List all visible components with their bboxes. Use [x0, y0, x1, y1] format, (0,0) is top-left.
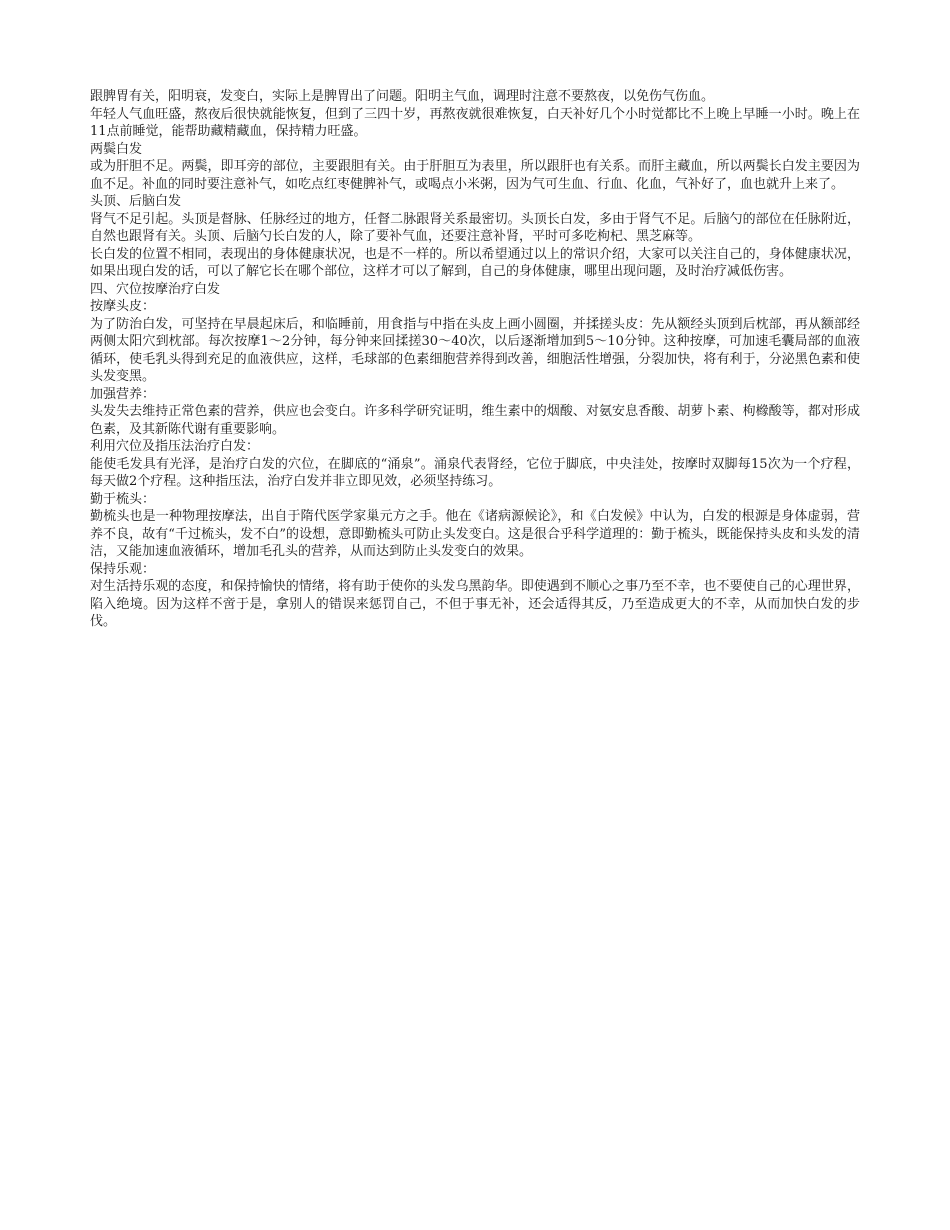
paragraph: 年轻人气血旺盛，熬夜后很快就能恢复，但到了三四十岁，再熬夜就很难恢复，白天补好几个小时觉都比不上晚上早睡一小时。晚上在11点前睡觉，能帮助藏精藏血，保持精力旺盛。	[90, 106, 860, 139]
subsection-heading: 加强营养：	[90, 386, 156, 402]
paragraph: 或为肝胆不足。两鬓，即耳旁的部位，主要跟胆有关。由于肝胆互为表里，所以跟肝也有关系。而肝主藏血，所以两鬓长白发主要因为血不足。补血的同时要注意补气，如吃点红枣健脾补气，或喝点小米粥，因为气可生血、行血、化血，气补好了，血也就升上来了。	[90, 159, 860, 192]
paragraph: 能使毛发具有光泽，是治疗白发的穴位，在脚底的“涌泉”。涌泉代表肾经，它位于脚底，中央洼处，按摩时双脚每15次为一个疗程，每天做2个疗程。这种指压法，治疗白发并非立即见效，必须坚持练习。	[90, 456, 860, 489]
paragraph: 头发失去维持正常色素的营养，供应也会变白。许多科学研究证明，维生素中的烟酸、对氨安息香酸、胡萝卜素、枸橼酸等，都对形成色素，及其新陈代谢有重要影响。	[90, 404, 860, 437]
section-heading: 两鬓白发	[90, 141, 143, 157]
document-body	[90, 88, 860, 631]
paragraph: 为了防治白发，可坚持在早晨起床后，和临睡前，用食指与中指在头皮上画小圆圈，并揉搓头皮：先从额经头顶到后枕部，再从额部经两侧太阳穴到枕部。每次按摩1～2分钟，每分钟来回揉搓30～40次，以后逐渐增加到5～10分钟。这种按摩，可加速毛囊局部的血液循环，使毛乳头得到充足的血液供应，这样，毛球部的色素细胞营养得到改善，细胞活性增强，分裂加快，将有利于，分泌黑色素和使头发变黑。	[90, 316, 860, 384]
paragraph: 跟脾胃有关，阳明衰，发变白，实际上是脾胃出了问题。阳明主气血，调理时注意不要熬夜，以免伤气伤血。	[90, 89, 715, 104]
subsection-heading: 勤于梳头：	[90, 491, 156, 507]
section-heading: 头顶、后脑白发	[90, 194, 182, 209]
subsection-heading: 保持乐观：	[90, 561, 156, 577]
paragraph: 长白发的位置不相同，表现出的身体健康状况，也是不一样的。所以希望通过以上的常识介绍，大家可以关注自己的，身体健康状况，如果出现白发的话，可以了解它长在哪个部位，这样才可以了解到，自己的身体健康，哪里出现问题，及时治疗减低伤害。	[90, 246, 860, 279]
paragraph: 勤梳头也是一种物理按摩法，出自于隋代医学家巢元方之手。他在《诸病源候论》，和《白发候》中认为，白发的根源是身体虚弱，营养不良，故有“千过梳头，发不白”的设想，意即勤梳头可防止头发变白。这是很合乎科学道理的：勤于梳头，既能保持头皮和头发的清洁，又能加速血液循环，增加毛孔头的营养，从而达到防止头发变白的效果。	[90, 509, 860, 559]
paragraph: 对生活持乐观的态度，和保持愉快的情绪，将有助于使你的头发乌黑韵华。即使遇到不顺心之事乃至不幸，也不要使自己的心理世界，陷入绝境。因为这样不啻于是，拿别人的错误来惩罚自己，不但于事无补，还会适得其反，乃至造成更大的不幸，从而加快白发的步伐。	[90, 579, 860, 629]
subsection-heading: 按摩头皮：	[90, 299, 156, 314]
paragraph: 肾气不足引起。头顶是督脉、任脉经过的地方，任督二脉跟肾关系最密切。头顶长白发，多由于肾气不足。后脑勺的部位在任脉附近，自然也跟肾有关。头顶、后脑勺长白发的人，除了要补气血，还要注意补肾，平时可多吃枸杞、黑芝麻等。	[90, 211, 860, 244]
subsection-heading: 利用穴位及指压法治疗白发：	[90, 439, 260, 454]
section-heading: 四、穴位按摩治疗白发	[90, 281, 221, 297]
